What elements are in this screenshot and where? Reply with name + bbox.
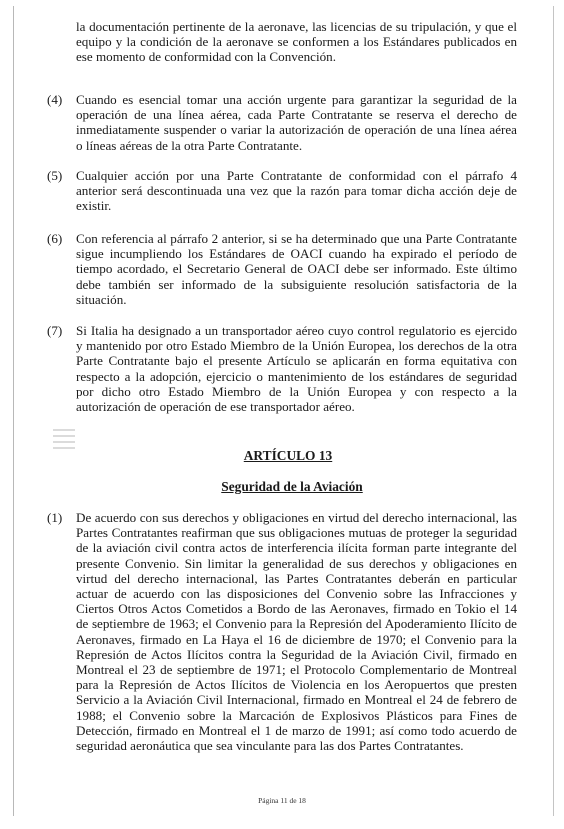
paragraph-text: Cualquier acción por una Parte Contratante de conformidad con el párrafo 4 anterior será descontinuada una vez que la razón para tomar dicha acción deje de existir. (76, 168, 517, 214)
paragraph-text: Si Italia ha designado a un transportador aéreo cuyo control regulatorio es ejercido y mantenido por otro Estado Miembro de la Unión Europea, los derechos de la otra Parte Contratante bajo el presente Artículo se aplicarán en forma equitativa con respecto a la adopción, ejercicio o mantenimiento de los estándares de seguridad por dicho otro Estado Miembro de la Unión Europea y con respecto a la autorización de operación de ese transportador aéreo. (76, 323, 517, 415)
paragraph-number: (5) (47, 168, 63, 183)
paragraph-text: Con referencia al párrafo 2 anterior, si se ha determinado que una Parte Contratante sigue incumpliendo los Estándares de OACI cuando ha expirado el período de tiempo acordado, el Secretario General de OACI debe ser informado. Este último debe también ser informado de la subsiguiente resolución satisfactoria de la situación. (76, 231, 517, 307)
article-title: ARTÍCULO 13 (243, 448, 333, 463)
page-border-right (553, 6, 554, 816)
paragraph-number: (7) (47, 323, 63, 338)
article-paragraph-1 (47, 510, 517, 753)
paragraph-text: De acuerdo con sus derechos y obligaciones en virtud del derecho internacional, las Partes Contratantes reafirman que sus obligaciones mutuas de proteger la seguridad de la aviación civil contra actos de interferencia ilícita forman parte integrante del presente Convenio. Sin limitar la generalidad de sus derechos y obligaciones en virtud del derecho internacional, las Partes Contratantes deberán en particular actuar de acuerdo con las disposiciones del Convenio sobre las Infracciones y Ciertos Otros Actos Cometidos a Bordo de las Aeronaves, firmado en Tokio el 14 de septiembre de 1963; el Convenio para la Represión del Apoderamiento Ilícito de Aeronaves, firmado en La Haya el 16 de diciembre de 1970; el Convenio para la Represión de Actos Ilícitos contra la Seguridad de la Aviación Civil, firmado en Montreal el 23 de septiembre de 1971; el Protocolo Complementario de Montreal para la Represión de Actos Ilícitos de Violencia en los Aeropuertos que presten Servicio a la Aviación Civil Internacional, firmado en Montreal el 24 de febrero de 1988; el Convenio sobre la Marcación de Explosivos Plásticos para Fines de Detección, firmado en Montreal el 1 de marzo de 1991; así como todo acuerdo de seguridad aeronáutica que sea vinculante para las dos Partes Contratantes. (76, 510, 517, 754)
page-footer: Página 11 de 18 (258, 796, 306, 805)
paragraph-4 (47, 92, 517, 153)
paragraph-7 (47, 323, 517, 414)
article-subtitle: Seguridad de la Aviación (221, 479, 363, 494)
paragraph-text: Cuando es esencial tomar una acción urgente para garantizar la seguridad de la operación de una línea aérea, cada Parte Contratante se reserva el derecho de inmediatamente suspender o variar la autorización de operación de una línea aérea o líneas aéreas de la otra Parte Contratante. (76, 92, 517, 153)
paragraph-6 (47, 231, 517, 307)
paragraph-5 (47, 168, 517, 214)
intro-text: la documentación pertinente de la aeronave, las licencias de su tripulación, y que el equipo y la condición de la aeronave se conformen a los Estándares publicados en ese momento de conformidad con la Convención. (76, 19, 517, 65)
page-border-left (13, 6, 14, 816)
paragraph-number: (4) (47, 92, 63, 107)
paragraph-number: (6) (47, 231, 63, 246)
paragraph-number: (1) (47, 510, 63, 525)
